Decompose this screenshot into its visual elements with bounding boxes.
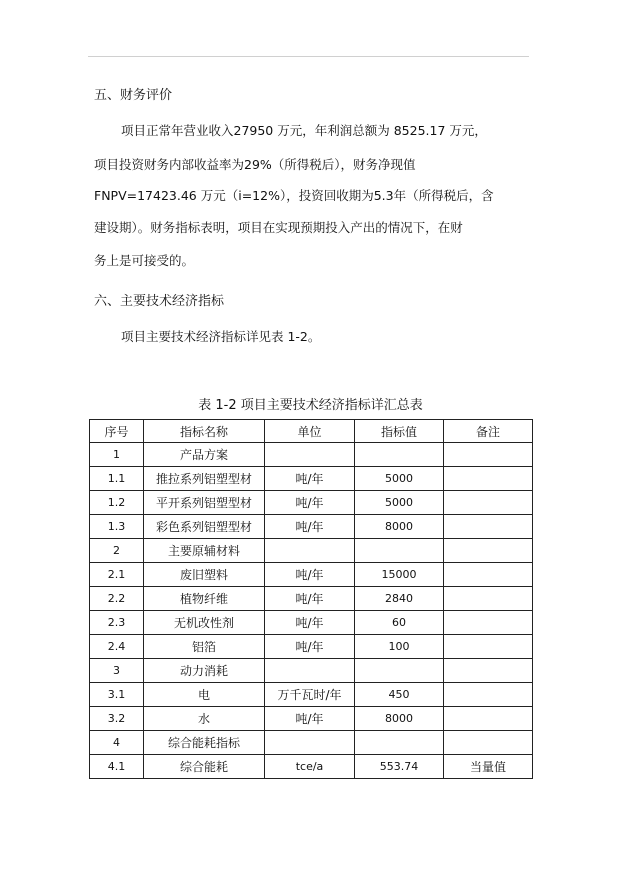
name-cell: 主要原辅材料 (144, 539, 265, 563)
index-cell: 3.1 (90, 683, 144, 707)
note-cell (444, 707, 533, 731)
table-row (90, 731, 533, 755)
index-cell: 4 (90, 731, 144, 755)
value-cell: 2840 (355, 587, 444, 611)
unit-cell (265, 731, 355, 755)
header-cell-name: 指标名称 (144, 420, 265, 443)
table-row (90, 683, 533, 707)
unit-cell: 吨/年 (265, 563, 355, 587)
value-cell: 553.74 (355, 755, 444, 779)
note-cell (444, 467, 533, 491)
index-cell: 1.3 (90, 515, 144, 539)
note-cell (444, 563, 533, 587)
name-cell: 产品方案 (144, 443, 265, 467)
value-cell: 15000 (355, 563, 444, 587)
table-row (90, 467, 533, 491)
value-cell: 5000 (355, 491, 444, 515)
section-6-paragraph: 项目主要技术经济指标详见表 1-2。 (121, 329, 321, 344)
name-cell: 电 (144, 683, 265, 707)
unit-cell: 吨/年 (265, 587, 355, 611)
index-cell: 2.3 (90, 611, 144, 635)
header-cell-unit: 单位 (265, 420, 355, 443)
paragraph-line-4: 建设期）。财务指标表明，项目在实现预期投入产出的情况下，在财 (94, 220, 463, 235)
value-cell: 8000 (355, 515, 444, 539)
unit-cell: 吨/年 (265, 515, 355, 539)
value-cell: 5000 (355, 467, 444, 491)
index-cell: 1.2 (90, 491, 144, 515)
unit-cell (265, 659, 355, 683)
value-cell: 100 (355, 635, 444, 659)
table-row (90, 491, 533, 515)
table-row (90, 515, 533, 539)
name-cell: 废旧塑料 (144, 563, 265, 587)
name-cell: 无机改性剂 (144, 611, 265, 635)
note-cell (444, 491, 533, 515)
note-cell (444, 443, 533, 467)
note-cell (444, 683, 533, 707)
note-cell: 当量值 (444, 755, 533, 779)
value-cell (355, 443, 444, 467)
note-cell (444, 635, 533, 659)
header-cell-value: 指标值 (355, 420, 444, 443)
unit-cell: 吨/年 (265, 491, 355, 515)
index-cell: 4.1 (90, 755, 144, 779)
paragraph-line-5: 务上是可接受的。 (94, 253, 195, 268)
paragraph-line-2: 项目投资财务内部收益率为29%（所得税后），财务净现值 (94, 157, 416, 172)
unit-cell: tce/a (265, 755, 355, 779)
unit-cell: 吨/年 (265, 707, 355, 731)
paragraph-line-1: 项目正常年营业收入27950 万元，年利润总额为 8525.17 万元， (121, 123, 487, 138)
index-cell: 2.1 (90, 563, 144, 587)
header-cell-note: 备注 (444, 420, 533, 443)
note-cell (444, 515, 533, 539)
name-cell: 综合能耗指标 (144, 731, 265, 755)
header-rule (88, 56, 529, 57)
table-row (90, 635, 533, 659)
index-cell: 3.2 (90, 707, 144, 731)
note-cell (444, 587, 533, 611)
unit-cell (265, 539, 355, 563)
table-caption: 表 1-2 项目主要技术经济指标详汇总表 (198, 398, 423, 413)
value-cell (355, 539, 444, 563)
name-cell: 推拉系列铝塑型材 (144, 467, 265, 491)
table-row (90, 539, 533, 563)
name-cell: 植物纤维 (144, 587, 265, 611)
header-cell-index: 序号 (90, 420, 144, 443)
value-cell (355, 731, 444, 755)
table-header-row (90, 420, 533, 443)
table-row (90, 563, 533, 587)
name-cell: 平开系列铝塑型材 (144, 491, 265, 515)
unit-cell: 吨/年 (265, 467, 355, 491)
value-cell: 60 (355, 611, 444, 635)
note-cell (444, 611, 533, 635)
name-cell: 动力消耗 (144, 659, 265, 683)
name-cell: 水 (144, 707, 265, 731)
table-row (90, 587, 533, 611)
unit-cell: 万千瓦时/年 (265, 683, 355, 707)
table-row (90, 707, 533, 731)
index-cell: 2.4 (90, 635, 144, 659)
table-row (90, 659, 533, 683)
note-cell (444, 539, 533, 563)
index-cell: 1 (90, 443, 144, 467)
value-cell (355, 659, 444, 683)
value-cell: 450 (355, 683, 444, 707)
index-cell: 1.1 (90, 467, 144, 491)
section-6-heading: 六、主要技术经济指标 (94, 294, 225, 309)
paragraph-line-3: FNPV=17423.46 万元（i=12%），投资回收期为5.3年（所得税后，含 (94, 188, 494, 203)
table-row (90, 443, 533, 467)
unit-cell: 吨/年 (265, 611, 355, 635)
name-cell: 铝箔 (144, 635, 265, 659)
unit-cell (265, 443, 355, 467)
index-cell: 2 (90, 539, 144, 563)
note-cell (444, 731, 533, 755)
section-5-heading: 五、财务评价 (94, 88, 173, 103)
note-cell (444, 659, 533, 683)
unit-cell: 吨/年 (265, 635, 355, 659)
name-cell: 彩色系列铝塑型材 (144, 515, 265, 539)
index-cell: 3 (90, 659, 144, 683)
name-cell: 综合能耗 (144, 755, 265, 779)
index-cell: 2.2 (90, 587, 144, 611)
indicator-table (89, 419, 533, 779)
table-row (90, 611, 533, 635)
value-cell: 8000 (355, 707, 444, 731)
table-row (90, 755, 533, 779)
